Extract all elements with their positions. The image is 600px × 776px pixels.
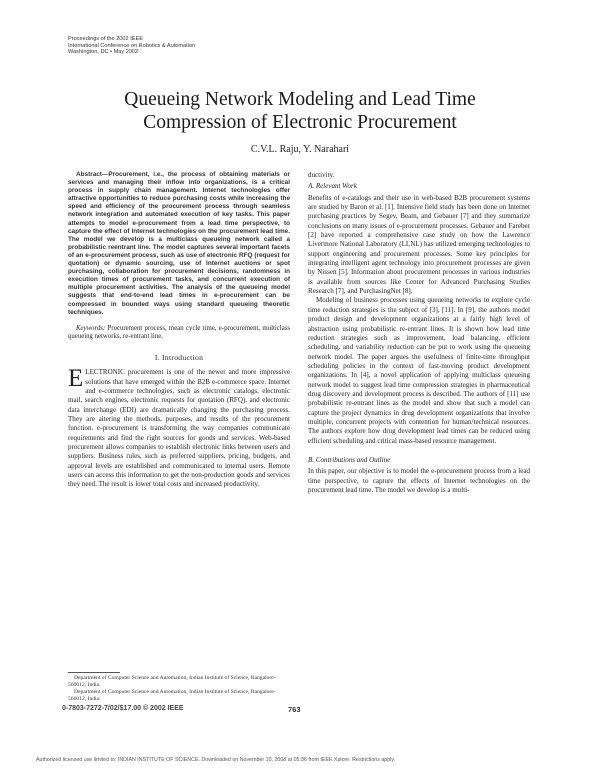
license-notice: Authorized licensed use limited to: INDIAN INSTITUTE OF SCIENCE. Downloaded on November 10, 2008 at 05:36 from IEEE Xplore. Restrictions apply. <box>36 757 396 763</box>
proceedings-line-1: Proceedings of the 2002 IEEE <box>68 36 143 42</box>
keywords-text: Procurement process, mean cycle time, e-procurement, multiclass queueing networks, re-entrant line. <box>68 324 290 341</box>
footnote-1: Department of Computer Science and Automation, Indian Institute of Science, Bangalore-560012, India. <box>68 675 276 688</box>
footnote-rule <box>68 672 120 673</box>
right-column <box>308 171 530 495</box>
keywords-label: Keywords: <box>76 324 106 332</box>
section-heading-contributions: B. Contributions and Outline <box>308 455 391 464</box>
drop-cap: E <box>68 365 84 393</box>
continued-text: ductivity. <box>308 171 335 179</box>
keywords <box>68 325 290 342</box>
abstract: Abstract—Procurement, i.e., the process of obtaining materials or services and managing their inflow into organizations, is a critical process in supply chain management. Internet technologies offer attractive opportunities to reduce purchasing costs while increasing the speed and efficiency of the procurement process through seamless network integration and automated execution of key tasks. This paper attempts to model e-procurement from a lead time perspective, to capture the effect of Internet technologies on the procurement lead time. The model we develop is a multiclass queueing network called a probabilistic reentrant line. The model captures several important facets of an e-procurement process, such as use of electronic RFQ (request for quotation) or dynamic sourcing, use of Internet auctions or spot purchasing, collaboration for procurement decisions, randomness in execution times of procurement tasks, and concurrent execution of multiple procurement activities. The analysis of the queueing model suggests that end-to-end lead times in e-procurement can be compressed in bounded ways using standard queueing theoretic techniques. <box>68 171 290 316</box>
relevant-work-paragraph-1: Benefits of e-catalogs and their use in web-based B2B procurement systems are studied by Baron et al. [1]. Intensive field study has been done on Internet purchasing practices by Segev, Beam, and Gebauer [7] and they summarize conclusions on many issues of e-procurement processes. Gebauer and Fareber [2] have reported a comprehensive case study on how the Lawrence Livermore National Laboratory (LLNL) has utilized emerging technologies to support engineering and procurement processes. Some key principles for integrating intelligent agent technology into procurement processes are given by Nissen [5]. Information about procurement processes in various industries is available from sources like Center for Advanced Purchasing Studies Research [7], and PurchasingNet [8]. <box>308 193 530 296</box>
author-list: C.V.L. Raju, Y. Narahari <box>250 144 350 155</box>
section-heading-relevant-work: A. Relevant Work <box>308 182 357 191</box>
relevant-work-paragraph-2: Modeling of business processes using queueing networks to explore cycle time reduction strategies is the subject of [3], [11]. In [9], the authors model product design and development organizations at a fairly high level of abstraction using probabilistic re-entrant lines. It is shown how lead time reduction strategies such as improvement, load balancing, efficient scheduling, and variability reduction can be put to work using the queueing network model. The paper argues the usefulness of finite-time throughput scheduling policies in the context of fast-moving product development organizations. In [4], a novel application of applying multiclass queueing network model to suggest lead time compression strategies in pharmaceutical drug discovery and development process is described. The authors of [11] use probabilistic re-entrant lines as the model and show that such a model can capture the project dynamics in drug development organizations that involve multiple, concurrent projects with contention for human/technical resources. The authors explore how drug development lead times can be reduced using efficient scheduling and critical mass-based resource management. <box>308 296 530 445</box>
left-column <box>68 171 290 490</box>
paper-title-line-1: Queueing Network Modeling and Lead Time <box>124 89 476 110</box>
proceedings-header <box>68 36 195 56</box>
page-number: 763 <box>288 705 301 714</box>
footnote-2: Department of Computer Science and Automation, Indian Institute of Science, Bangalore-560012, India. <box>68 689 276 702</box>
proceedings-line-3: Washington, DC • May 2002 <box>68 49 139 56</box>
proceedings-line-2: International Conference on Robotics & Automation <box>68 42 196 49</box>
footnotes <box>68 675 290 703</box>
copyright-issn: 0-7803-7272-7/02/$17.00 © 2002 IEEE <box>62 705 184 712</box>
contributions-paragraph: In this paper, our objective is to model the e-procurement process from a lead time perspective, to capture the effects of Internet technologies on the procurement lead time. The model we develop is a multi- <box>308 467 530 494</box>
paper-title-line-2: Compression of Electronic Procurement <box>143 112 457 133</box>
introduction-text: LECTRONIC procurement is one of the newer and more impressive solutions that have emerged within the B2B e-commerce space. Internet and e-commerce technologies, such as electronic catalogs, electronic mail, search engines, electronic requests for quotation (RFQ), and electronic data interchange (EDI) are dramatically changing the purchasing process. They are altering the methods, purposes, and results of the procurement function. e-procurement is transforming the way companies communicate requirements and find the right sources for goods and services. Web-based procurement allows companies to establish electronic links between users and suppliers. Business rules, such as preferred suppliers, pricing, budgets, and approval levels are established and communicated to internal users. Remote users can access this information to get the non-production goods and services they need. The result is lower total costs and increased productivity. <box>68 368 290 489</box>
introduction-paragraph <box>68 365 290 489</box>
section-heading-introduction: I. Introduction <box>154 352 204 362</box>
